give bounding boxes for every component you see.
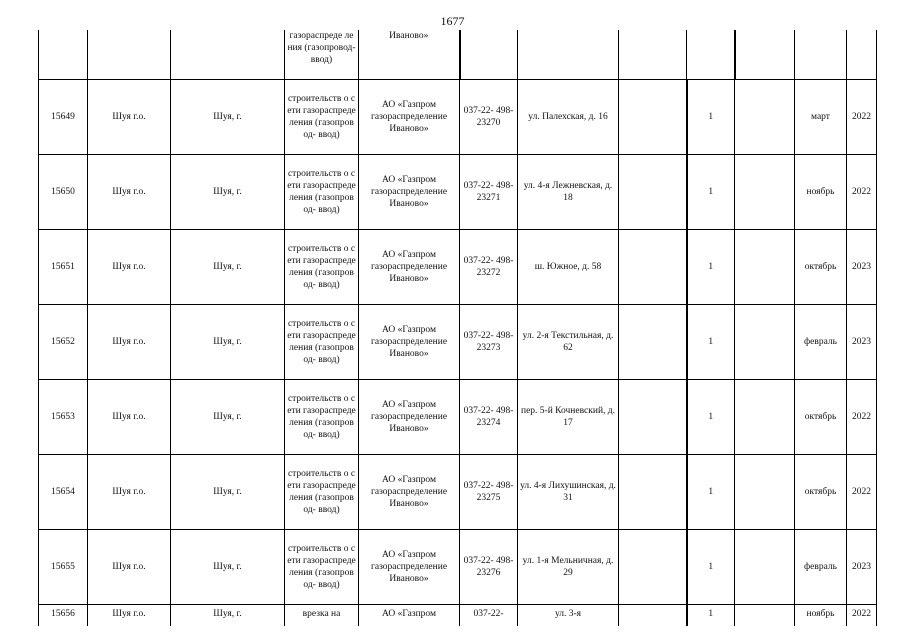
empty-cell [735,604,795,626]
cell-id: 15656 [39,604,88,626]
cell-id: 15655 [39,529,88,604]
empty-cell [735,304,795,379]
empty-cell [619,229,687,304]
table-row [39,154,877,229]
cell-city: Шуя, г. [171,604,285,626]
cell-code: 037-22- [460,604,518,626]
cell-month: февраль [795,304,847,379]
cell-address: ул. 3-я [518,604,619,626]
cell-district: Шуя г.о. [88,229,171,304]
cell-city: Шуя, г. [171,454,285,529]
empty-cell [735,154,795,229]
cell-code: 037-22- 498-23271 [460,154,518,229]
table-row [39,604,877,626]
cell-organization: АО «Газпром газораспределение Иваново» [359,79,460,154]
empty-cell [735,379,795,454]
table-row [39,454,877,529]
table-row-continued [39,30,877,79]
cell-month: октябрь [795,454,847,529]
cell-id: 15653 [39,379,88,454]
cell-city: Шуя, г. [171,304,285,379]
cell-district: Шуя г.о. [88,454,171,529]
cell-organization: АО «Газпром газораспределение Иваново» [359,379,460,454]
cell-month: ноябрь [795,604,847,626]
cell-district: Шуя г.о. [88,79,171,154]
empty-cell [735,454,795,529]
cell-purpose: газораспреде ления (газопровод- ввод) [285,30,359,79]
cell-month: март [795,79,847,154]
cell-address: пер. 5-й Кочневский, д. 17 [518,379,619,454]
cell-city: Шуя, г. [171,229,285,304]
cell-id: 15650 [39,154,88,229]
cell-address: ул. 1-я Мельничная, д. 29 [518,529,619,604]
empty-cell [619,79,687,154]
cell-code: 037-22- 498-23272 [460,229,518,304]
cell-organization: АО «Газпром газораспределение Иваново» [359,229,460,304]
cell-month: октябрь [795,229,847,304]
cell-year: 2023 [847,304,877,379]
cell-purpose: строительств о сети газораспреде ления (газопровод- ввод) [285,229,359,304]
cell-month: ноябрь [795,154,847,229]
cell-quantity: 1 [687,529,735,604]
cell-quantity: 1 [687,304,735,379]
empty-cell [619,604,687,626]
cell-quantity: 1 [687,604,735,626]
cell-year: 2022 [847,379,877,454]
cell-id: 15654 [39,454,88,529]
table-row [39,229,877,304]
table-row [39,529,877,604]
cell-purpose: строительств о сети газораспреде ления (газопровод- ввод) [285,529,359,604]
cell-district: Шуя г.о. [88,604,171,626]
cell-address: ш. Южное, д. 58 [518,229,619,304]
cell-purpose: строительств о сети газораспреде ления (газопровод- ввод) [285,304,359,379]
cell-code: 037-22- 498-23276 [460,529,518,604]
cell-id: 15649 [39,79,88,154]
empty-cell [619,529,687,604]
cell-organization: АО «Газпром [359,604,460,626]
cell-month: февраль [795,529,847,604]
cell-year: 2022 [847,79,877,154]
cell-organization: АО «Газпром газораспределение Иваново» [359,154,460,229]
cell-id: 15651 [39,229,88,304]
cell-purpose: строительств о сети газораспреде ления (газопровод- ввод) [285,79,359,154]
cell-organization: Иваново» [359,30,460,79]
gas-connections-table [38,30,877,626]
cell-purpose: строительств о сети газораспреде ления (газопровод- ввод) [285,454,359,529]
cell-city: Шуя, г. [171,379,285,454]
cell-year: 2023 [847,229,877,304]
cell-code: 037-22- 498-23275 [460,454,518,529]
empty-cell [735,229,795,304]
page-number: 1677 [440,14,465,28]
cell-address: ул. 2-я Текстильная, д. 62 [518,304,619,379]
cell-organization: АО «Газпром газораспределение Иваново» [359,454,460,529]
cell-city: Шуя, г. [171,529,285,604]
cell-purpose: строительств о сети газораспреде ления (газопровод- ввод) [285,379,359,454]
cell-quantity: 1 [687,229,735,304]
cell-district: Шуя г.о. [88,529,171,604]
cell-code: 037-22- 498-23270 [460,79,518,154]
cell-year: 2023 [847,529,877,604]
cell-district: Шуя г.о. [88,379,171,454]
table-row [39,379,877,454]
table-row [39,79,877,154]
cell-code: 037-22- 498-23273 [460,304,518,379]
cell-month: октябрь [795,379,847,454]
cell-quantity: 1 [687,454,735,529]
empty-cell [619,154,687,229]
cell-year: 2022 [847,604,877,626]
cell-address: ул. 4-я Лихушинская, д. 31 [518,454,619,529]
cell-organization: АО «Газпром газораспределение Иваново» [359,529,460,604]
cell-year: 2022 [847,154,877,229]
cell-id: 15652 [39,304,88,379]
cell-quantity: 1 [687,379,735,454]
cell-address: ул. Палехская, д. 16 [518,79,619,154]
cell-city: Шуя, г. [171,79,285,154]
cell-quantity: 1 [687,154,735,229]
empty-cell [619,379,687,454]
empty-cell [619,304,687,379]
cell-purpose: строительств о сети газораспреде ления (газопровод- ввод) [285,154,359,229]
cell-purpose: врезка на [285,604,359,626]
empty-cell [619,454,687,529]
empty-cell [735,529,795,604]
cell-district: Шуя г.о. [88,304,171,379]
cell-organization: АО «Газпром газораспределение Иваново» [359,304,460,379]
cell-year: 2022 [847,454,877,529]
cell-district: Шуя г.о. [88,154,171,229]
cell-code: 037-22- 498-23274 [460,379,518,454]
cell-city: Шуя, г. [171,154,285,229]
empty-cell [735,79,795,154]
cell-quantity: 1 [687,79,735,154]
cell-address: ул. 4-я Лежневская, д. 18 [518,154,619,229]
table-row [39,304,877,379]
